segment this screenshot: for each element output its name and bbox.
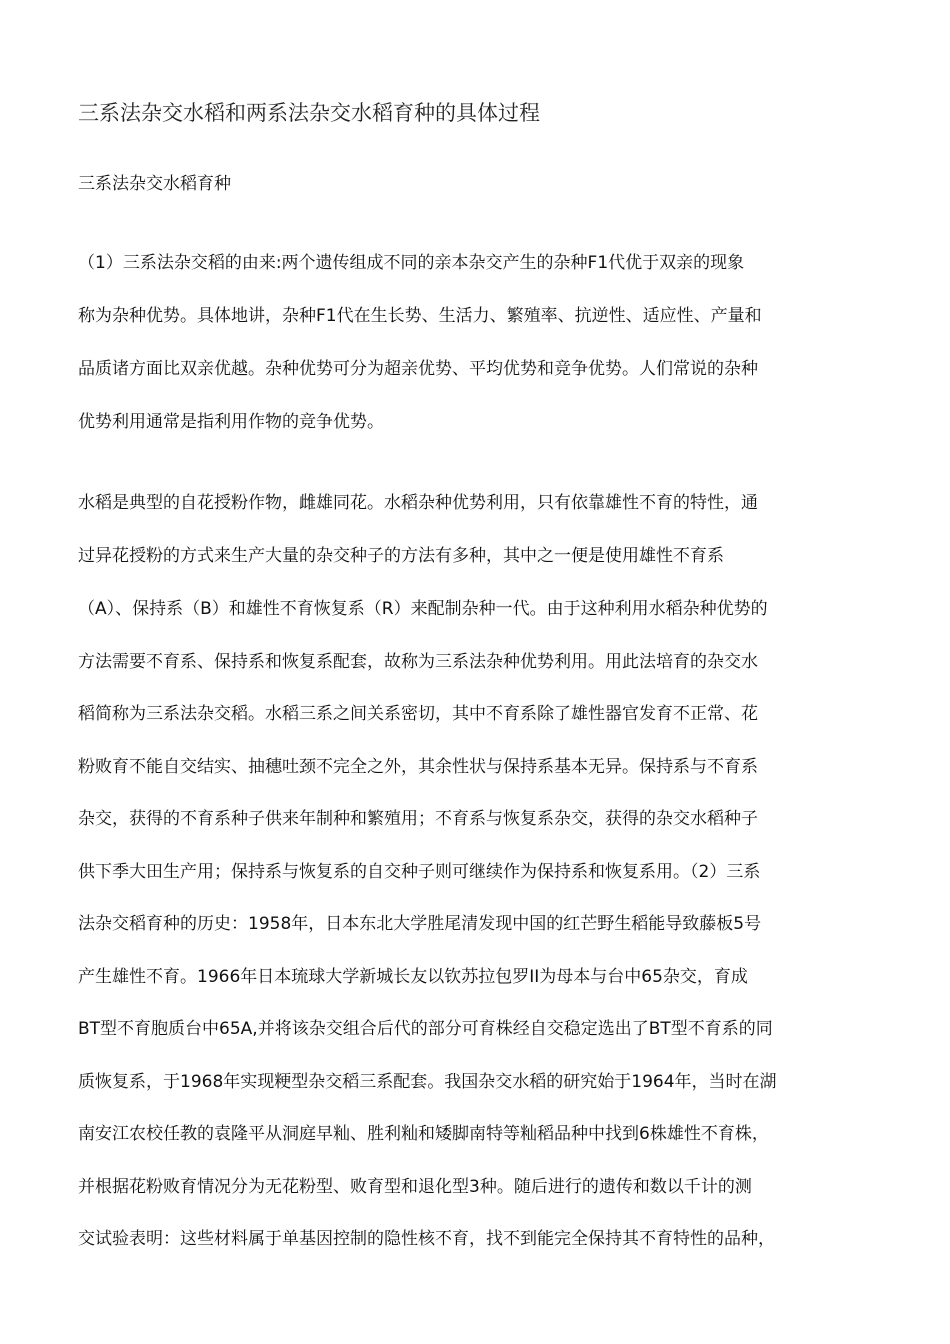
document-title: 三系法杂交水稻和两系法杂交水稻育种的具体过程	[78, 101, 540, 125]
paragraph-2-line: （A）、保持系（B）和雄性不育恢复系（R）来配制杂种一代。由于这种利用水稻杂种优势的	[78, 599, 768, 619]
paragraph-2-line: 水稻是典型的自花授粉作物，雌雄同花。水稻杂种优势利用，只有依靠雄性不育的特性，通	[78, 493, 758, 513]
paragraph-2-line: 粉败育不能自交结实、抽穗吐颈不完全之外，其余性状与保持系基本无异。保持系与不育系	[78, 757, 758, 777]
paragraph-2-line: 产生雄性不育。1966年日本琉球大学新城长友以钦苏拉包罗II为母本与台中65杂交，育成	[78, 967, 748, 987]
section-heading: 三系法杂交水稻育种	[78, 174, 231, 194]
paragraph-2-line: 法杂交稻育种的历史：1958年，日本东北大学胜尾清发现中国的红芒野生稻能导致藤板5号	[78, 914, 762, 934]
paragraph-2-line: 交试验表明：这些材料属于单基因控制的隐性核不育，找不到能完全保持其不育特性的品种，	[78, 1229, 775, 1249]
paragraph-2-line: 供下季大田生产用；保持系与恢复系的自交种子则可继续作为保持系和恢复系用。（2）三系	[78, 862, 761, 882]
paragraph-1-line: 称为杂种优势。具体地讲，杂种F1代在生长势、生活力、繁殖率、抗逆性、适应性、产量和	[78, 306, 762, 326]
paragraph-1-line: 优势利用通常是指利用作物的竞争优势。	[78, 412, 384, 432]
paragraph-2-line: 稻简称为三系法杂交稻。水稻三系之间关系密切，其中不育系除了雄性器官发育不正常、花	[78, 704, 758, 724]
paragraph-2-line: 方法需要不育系、保持系和恢复系配套，故称为三系法杂种优势利用。用此法培育的杂交水	[78, 652, 758, 672]
paragraph-2-line: 质恢复系，于1968年实现粳型杂交稻三系配套。我国杂交水稻的研究始于1964年，当时在湖	[78, 1072, 777, 1092]
paragraph-1-line: 品质诸方面比双亲优越。杂种优势可分为超亲优势、平均优势和竞争优势。人们常说的杂种	[78, 359, 758, 379]
paragraph-2-line: BT型不育胞质台中65A,并将该杂交组合后代的部分可育株经自交稳定选出了BT型不育系的同	[78, 1019, 773, 1039]
paragraph-2-line: 南安江农校任教的袁隆平从洞庭早籼、胜利籼和矮脚南特等籼稻品种中找到6株雄性不育株，	[78, 1124, 769, 1144]
paragraph-2-line: 过异花授粉的方式来生产大量的杂交种子的方法有多种，其中之一便是使用雄性不育系	[78, 546, 724, 566]
paragraph-2-line: 杂交，获得的不育系种子供来年制种和繁殖用；不育系与恢复系杂交，获得的杂交水稻种子	[78, 809, 758, 829]
paragraph-2-line: 并根据花粉败育情况分为无花粉型、败育型和退化型3种。随后进行的遗传和数以千计的测	[78, 1177, 752, 1197]
paragraph-1-line: （1）三系法杂交稻的由来:两个遗传组成不同的亲本杂交产生的杂种F1代优于双亲的现象	[78, 253, 745, 273]
